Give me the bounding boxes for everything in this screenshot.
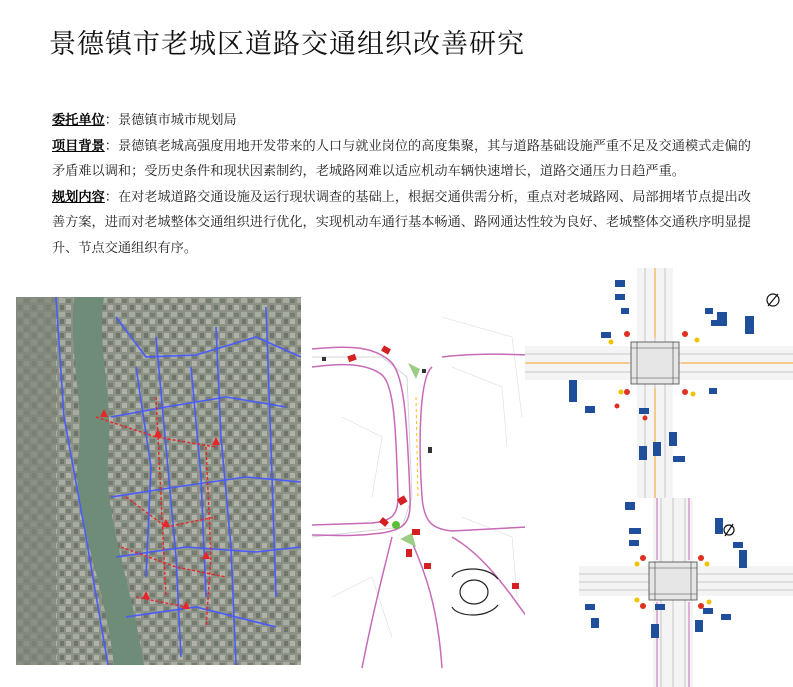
content-value: 在对老城道路交通设施及运行现状调查的基础上，根据交通供需分析，重点对老城路网、局部拥堵节点提出改善方案，进而对老城整体交通组织进行优化，实现机动车通行基本畅通、路网通达性较为良好、老城整体交通秩序明显提升、节点交通组织有序。 — [52, 189, 751, 256]
lower-intersection — [579, 498, 793, 687]
road-corridor-plan — [312, 297, 527, 668]
roundabout — [452, 569, 498, 615]
project-description — [52, 108, 752, 261]
north-arrow-icon — [767, 294, 779, 306]
background-label: 项目背景 — [52, 138, 105, 154]
aerial-road-network-map — [16, 297, 301, 665]
client-label: 委托单位 — [52, 113, 105, 128]
road-plan-graphic — [312, 297, 527, 668]
background-value: 景德镇老城高强度用地开发带来的人口与就业岗位的高度集聚，其与道路基础设施严重不足及交通模式走偏的矛盾难以调和；受历史条件和现状因素制约，老城路网难以适应机动车辆快速增长，道路交通压力日趋严重。 — [52, 138, 751, 179]
background-separator: ： — [104, 138, 118, 154]
intersection-plan-graphic — [525, 268, 793, 687]
north-arrow-icon-lower — [724, 524, 734, 536]
intersection-organization-plans — [525, 268, 793, 687]
client-separator: ： — [104, 113, 118, 128]
client-paragraph — [52, 108, 752, 134]
page-title: 景德镇市老城区道路交通组织改善研究 — [49, 29, 525, 60]
signal-markers — [347, 345, 519, 589]
road-edges — [312, 347, 527, 668]
aerial-map-graphic — [16, 297, 301, 665]
content-separator: ： — [104, 189, 118, 205]
content-paragraph — [52, 185, 752, 262]
client-value: 景德镇市城市规划局 — [117, 113, 237, 128]
background-paragraph — [52, 134, 752, 185]
upper-intersection — [525, 268, 793, 498]
content-label: 规划内容 — [52, 189, 105, 205]
